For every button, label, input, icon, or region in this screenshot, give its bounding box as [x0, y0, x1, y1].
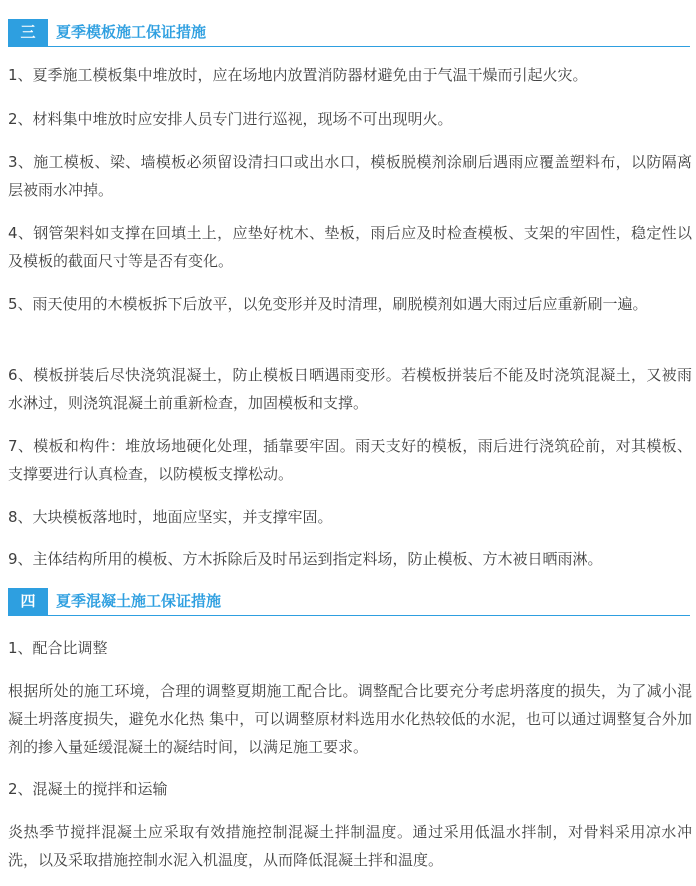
section-number-badge: 三 — [8, 19, 48, 46]
paragraph-subheading: 1、配合比调整 — [8, 639, 108, 657]
paragraph-item: 5、雨天使用的木模板拆下后放平，以免变形并及时清理，刷脱模剂如遇大雨过后应重新刷一遍。 — [8, 295, 648, 313]
paragraph-item: 2、材料集中堆放时应安排人员专门进行巡视，现场不可出现明火。 — [8, 110, 453, 128]
section-number-badge: 四 — [8, 588, 48, 615]
paragraph-item: 7、模板和构件：堆放场地硬化处理，插靠要牢固。雨天支好的模板，雨后进行浇筑砼前，对其模板、支撑要进行认真检查，以防模板支撑松动。 — [8, 437, 692, 483]
paragraph-item: 6、模板拼装后尽快浇筑混凝土，防止模板日晒遇雨变形。若模板拼装后不能及时浇筑混凝土，又被雨水淋过，则浇筑混凝土前重新检查，加固模板和支撑。 — [8, 366, 692, 412]
paragraph-subheading: 2、混凝土的搅拌和运输 — [8, 780, 168, 798]
paragraph-item: 8、大块模板落地时，地面应坚实，并支撑牢固。 — [8, 508, 333, 526]
paragraph-item: 3、施工模板、梁、墙模板必须留设清扫口或出水口，模板脱模剂涂刷后遇雨应覆盖塑料布，以防隔离层被雨水冲掉。 — [8, 153, 692, 199]
paragraph-item: 1、夏季施工模板集中堆放时，应在场地内放置消防器材避免由于气温干燥而引起火灾。 — [8, 66, 588, 84]
paragraph-item: 根据所处的施工环境，合理的调整夏期施工配合比。调整配合比要充分考虑坍落度的损失，为了减小混凝土坍落度损失，避免水化热 集中，可以调整原材料选用水化热较低的水泥，也可以通过调整复合外加剂的掺入量延缓混凝土的凝结时间，以满足施工要求。 — [8, 682, 692, 756]
section-header-4 — [8, 588, 690, 616]
section-title: 夏季模板施工保证措施 — [56, 23, 207, 41]
paragraph-item: 4、钢管架料如支撑在回填土上，应垫好枕木、垫板，雨后应及时检查模板、支架的牢固性，稳定性以及模板的截面尺寸等是否有变化。 — [8, 224, 692, 270]
section-title: 夏季混凝土施工保证措施 — [56, 592, 222, 610]
paragraph-item: 9、主体结构所用的模板、方木拆除后及时吊运到指定料场，防止模板、方木被日晒雨淋。 — [8, 550, 603, 568]
section-header-3 — [8, 19, 690, 47]
paragraph-item: 炎热季节搅拌混凝土应采取有效措施控制混凝土拌制温度。通过采用低温水拌制，对骨料采用凉水冲洗，以及采取措施控制水泥入机温度，从而降低混凝土拌和温度。 — [8, 823, 692, 869]
